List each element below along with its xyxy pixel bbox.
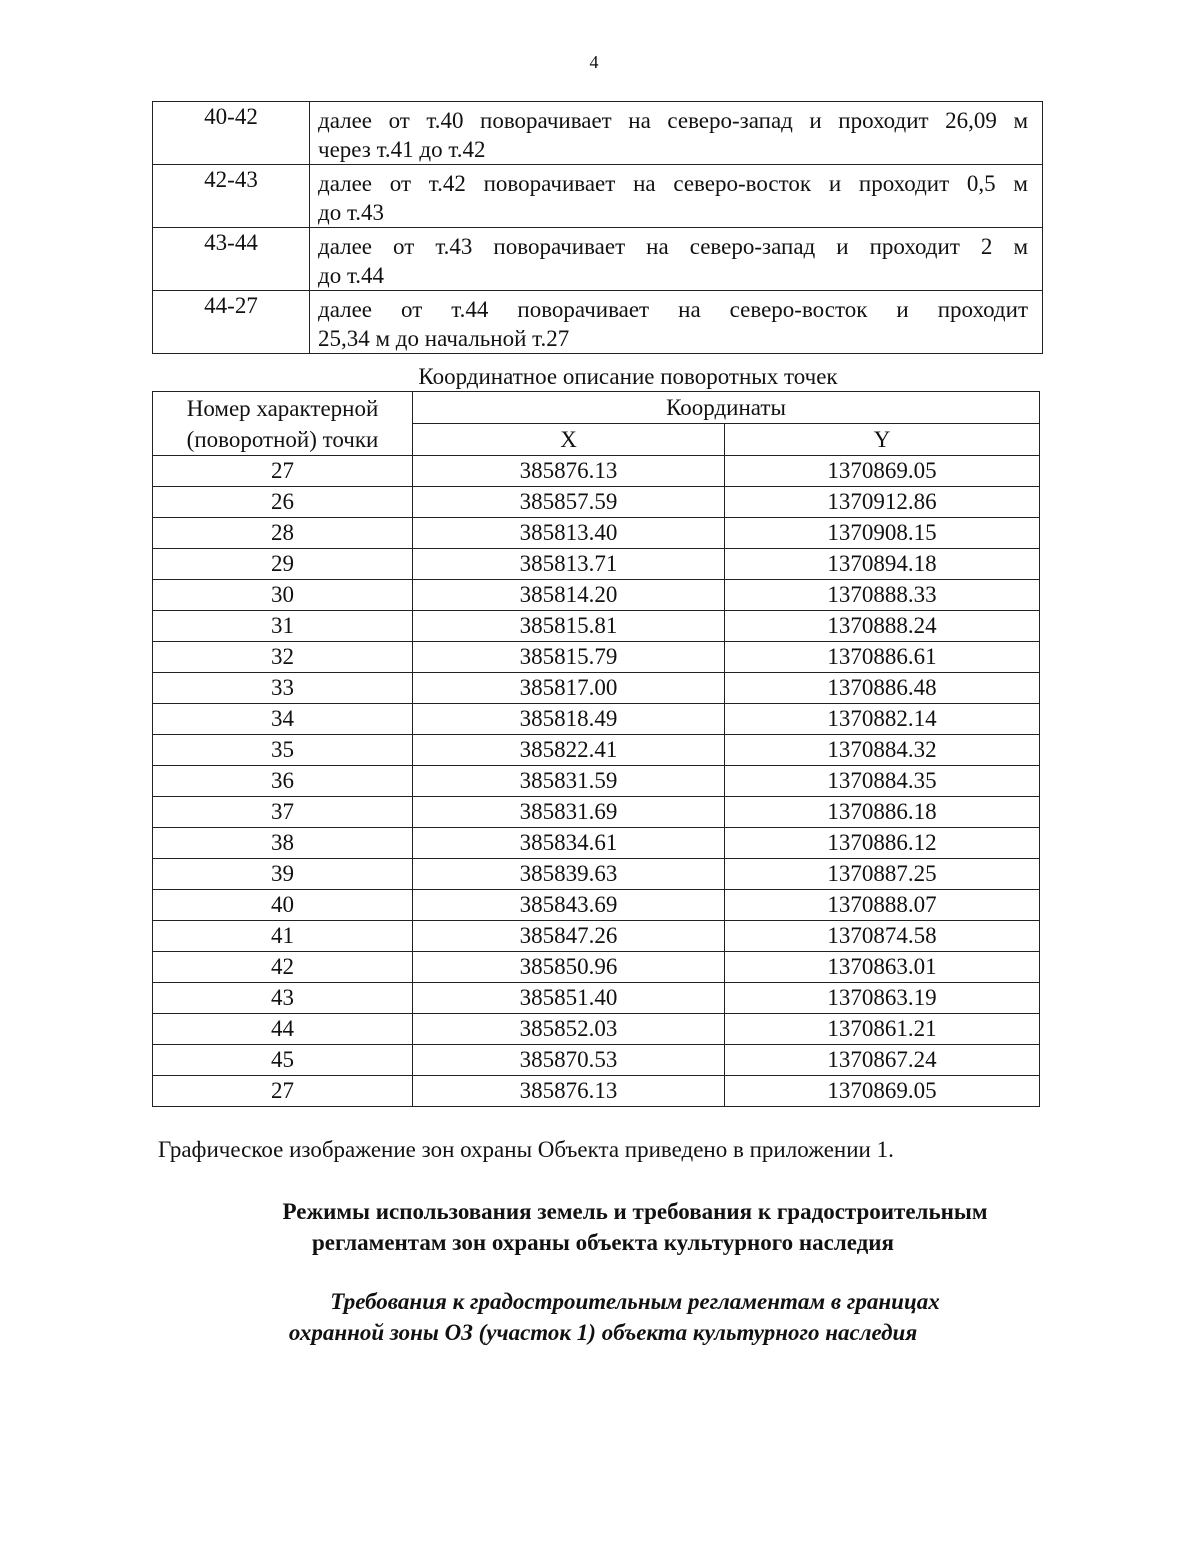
y-coordinate-cell: 1370867.24 [725, 1045, 1040, 1076]
coordinate-row [153, 611, 1040, 642]
coordinate-row [153, 890, 1040, 921]
y-coordinate-cell: 1370863.01 [725, 952, 1040, 983]
land-use-heading-line1: Режимы использования земель и требования к градостроительным [282, 1199, 988, 1224]
y-header: Y [725, 424, 1040, 456]
route-description-line2: до т.44 [318, 263, 385, 288]
y-coordinate-cell: 1370908.15 [725, 518, 1040, 549]
x-coordinate-cell: 385847.26 [413, 921, 725, 952]
x-coordinate-cell: 385817.00 [413, 673, 725, 704]
y-coordinate-cell: 1370869.05 [725, 1076, 1040, 1107]
x-coordinate-cell: 385843.69 [413, 890, 725, 921]
x-coordinate-cell: 385834.61 [413, 828, 725, 859]
coordinate-row [153, 952, 1040, 983]
x-coordinate-cell: 385813.71 [413, 549, 725, 580]
x-coordinate-cell: 385851.40 [413, 983, 725, 1014]
requirements-heading-line2: охранной зоны ОЗ (участок 1) объекта культурного наследия [288, 1320, 918, 1345]
coordinate-row [153, 797, 1040, 828]
y-coordinate-cell: 1370886.12 [725, 828, 1040, 859]
point-number-cell: 27 [153, 1076, 413, 1107]
x-coordinate-cell: 385818.49 [413, 704, 725, 735]
coordinate-row [153, 921, 1040, 952]
coordinate-row [153, 487, 1040, 518]
page-number: 4 [589, 52, 599, 72]
point-number-cell: 44 [153, 1014, 413, 1045]
route-segment-id: 42-43 [153, 165, 310, 228]
x-coordinate-cell: 385839.63 [413, 859, 725, 890]
point-number-cell: 31 [153, 611, 413, 642]
y-coordinate-cell: 1370863.19 [725, 983, 1040, 1014]
point-number-cell: 37 [153, 797, 413, 828]
y-coordinate-cell: 1370912.86 [725, 487, 1040, 518]
point-number-cell: 29 [153, 549, 413, 580]
y-coordinate-cell: 1370886.48 [725, 673, 1040, 704]
point-number-cell: 34 [153, 704, 413, 735]
point-number-cell: 30 [153, 580, 413, 611]
y-coordinate-cell: 1370887.25 [725, 859, 1040, 890]
coordinate-row [153, 549, 1040, 580]
x-coordinate-cell: 385852.03 [413, 1014, 725, 1045]
route-description-line2: через т.41 до т.42 [318, 137, 486, 162]
y-coordinate-cell: 1370884.32 [725, 735, 1040, 766]
coordinate-row [153, 704, 1040, 735]
graphic-note: Графическое изображение зон охраны Объекта приведено в приложении 1. [158, 1137, 894, 1162]
coordinate-row [153, 580, 1040, 611]
x-coordinate-cell: 385876.13 [413, 1076, 725, 1107]
point-number-cell: 45 [153, 1045, 413, 1076]
y-coordinate-cell: 1370869.05 [725, 456, 1040, 487]
x-coordinate-cell: 385876.13 [413, 456, 725, 487]
coordinate-row [153, 859, 1040, 890]
point-number-cell: 38 [153, 828, 413, 859]
y-coordinate-cell: 1370888.07 [725, 890, 1040, 921]
route-row [153, 165, 1043, 228]
x-coordinate-cell: 385813.40 [413, 518, 725, 549]
coordinate-row [153, 1014, 1040, 1045]
point-number-cell: 27 [153, 456, 413, 487]
route-description-line1: далее от т.42 поворачивает на северо-восток и проходит 0,5 м [318, 171, 1028, 196]
point-number-cell: 39 [153, 859, 413, 890]
point-number-cell: 42 [153, 952, 413, 983]
x-coordinate-cell: 385850.96 [413, 952, 725, 983]
route-segment-description [310, 228, 1043, 291]
point-number-cell: 28 [153, 518, 413, 549]
coordinate-row [153, 1076, 1040, 1107]
y-coordinate-cell: 1370882.14 [725, 704, 1040, 735]
x-coordinate-cell: 385814.20 [413, 580, 725, 611]
route-row [153, 228, 1043, 291]
route-description-line2: до т.43 [318, 200, 385, 225]
y-coordinate-cell: 1370884.35 [725, 766, 1040, 797]
y-coordinate-cell: 1370888.24 [725, 611, 1040, 642]
route-segment-id: 43-44 [153, 228, 310, 291]
requirements-heading-line1: Требования к градостроительным регламентам в границах [330, 1289, 940, 1314]
x-coordinate-cell: 385815.79 [413, 642, 725, 673]
coordinate-row [153, 456, 1040, 487]
point-number-cell: 36 [153, 766, 413, 797]
point-number-cell: 41 [153, 921, 413, 952]
route-row [153, 291, 1043, 354]
route-segment-description [310, 102, 1043, 165]
point-number-cell: 33 [153, 673, 413, 704]
point-number-cell: 26 [153, 487, 413, 518]
y-coordinate-cell: 1370874.58 [725, 921, 1040, 952]
y-coordinate-cell: 1370894.18 [725, 549, 1040, 580]
y-coordinate-cell: 1370861.21 [725, 1014, 1040, 1045]
point-number-cell: 40 [153, 890, 413, 921]
coordinate-row [153, 766, 1040, 797]
x-coordinate-cell: 385822.41 [413, 735, 725, 766]
point-number-header: Номер характерной (поворотной) точки [153, 392, 413, 456]
route-description-line1: далее от т.44 поворачивает на северо-восток и проходит [318, 297, 1028, 322]
point-number-cell: 32 [153, 642, 413, 673]
route-segment-id: 40-42 [153, 102, 310, 165]
route-description-line1: далее от т.43 поворачивает на северо-запад и проходит 2 м [318, 234, 1028, 259]
route-segment-id: 44-27 [153, 291, 310, 354]
coordinates-table-title: Координатное описание поворотных точек [418, 364, 838, 389]
coordinate-row [153, 673, 1040, 704]
coordinate-row [153, 518, 1040, 549]
x-coordinate-cell: 385831.59 [413, 766, 725, 797]
x-coordinate-cell: 385870.53 [413, 1045, 725, 1076]
y-coordinate-cell: 1370886.18 [725, 797, 1040, 828]
route-segment-description [310, 291, 1043, 354]
route-segment-description [310, 165, 1043, 228]
point-number-cell: 43 [153, 983, 413, 1014]
x-coordinate-cell: 385857.59 [413, 487, 725, 518]
x-coordinate-cell: 385815.81 [413, 611, 725, 642]
route-row [153, 102, 1043, 165]
coordinates-header: Координаты [413, 392, 1040, 424]
y-coordinate-cell: 1370888.33 [725, 580, 1040, 611]
route-description-line2: 25,34 м до начальной т.27 [318, 326, 570, 351]
coordinates-table [152, 391, 1040, 1107]
route-description-line1: далее от т.40 поворачивает на северо-запад и проходит 26,09 м [318, 108, 1028, 133]
coordinate-row [153, 983, 1040, 1014]
coordinate-row [153, 1045, 1040, 1076]
route-description-table [152, 101, 1043, 354]
y-coordinate-cell: 1370886.61 [725, 642, 1040, 673]
x-header: X [413, 424, 725, 456]
coordinate-row [153, 735, 1040, 766]
land-use-heading-line2: регламентам зон охраны объекта культурного наследия [311, 1230, 895, 1255]
x-coordinate-cell: 385831.69 [413, 797, 725, 828]
coordinate-row [153, 642, 1040, 673]
coordinate-row [153, 828, 1040, 859]
point-number-cell: 35 [153, 735, 413, 766]
